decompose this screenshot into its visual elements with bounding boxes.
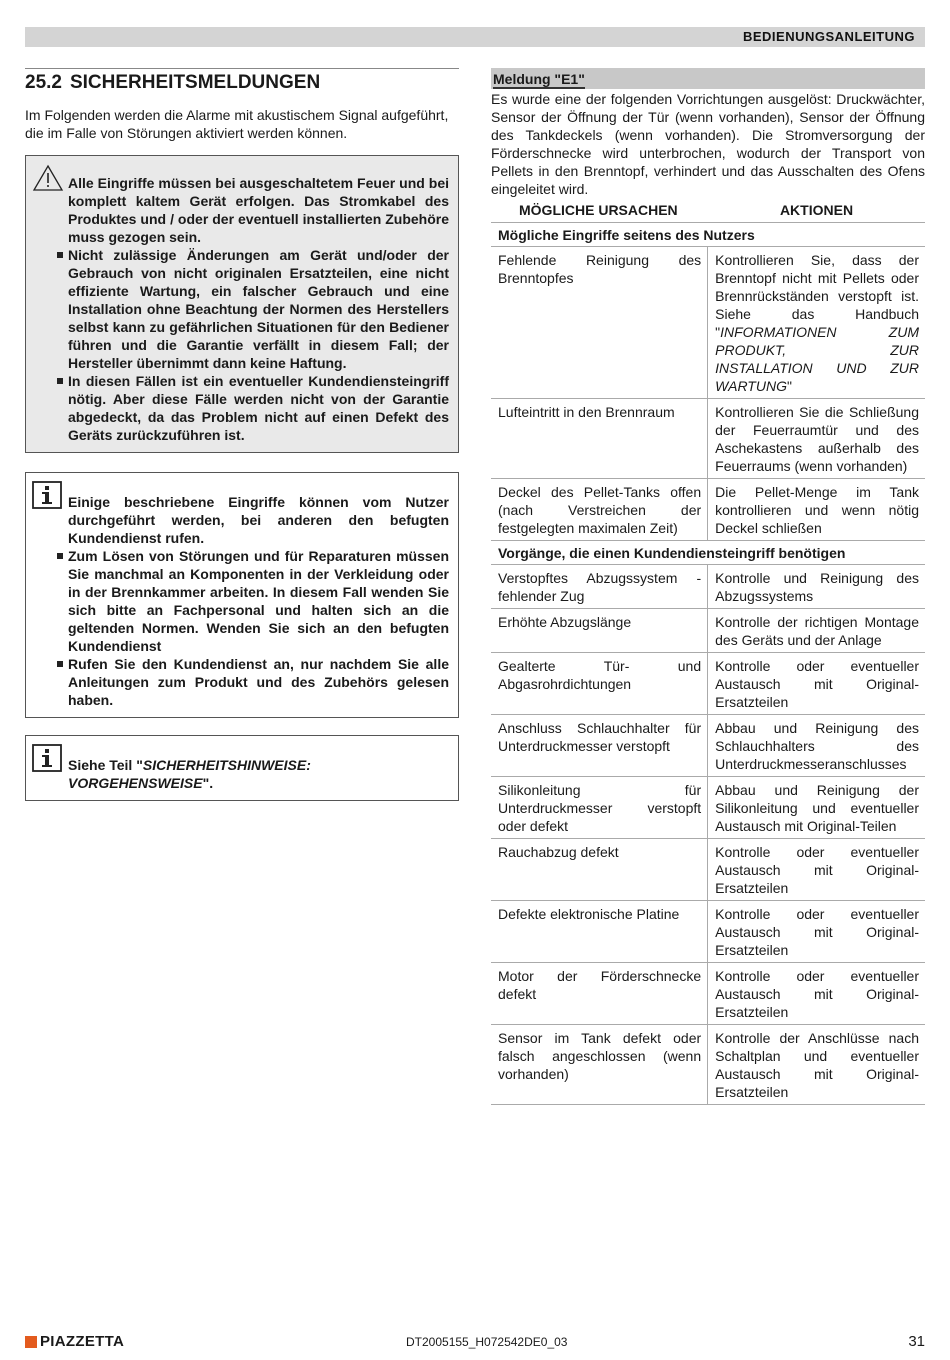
action-cell: Abbau und Reinigung der Silikonleitung und eventueller Austausch mit Original-Teilen <box>708 777 925 839</box>
cause-cell: Verstopftes Abzugssystem - fehlender Zug <box>491 565 708 609</box>
warning-box <box>25 155 459 453</box>
list-item: Alle Eingriffe müssen bei ausgeschaltetem Feuer und bei komplett kaltem Gerät erfolgen. Das Stromkabel des Produktes und / oder der eventuell installierten Zubehöre muss gezogen sein. <box>68 175 449 245</box>
page-number: 31 <box>908 1333 925 1350</box>
cause-cell: Deckel des Pellet-Tanks offen (nach Verstreichen der festgelegten maximalen Zeit) <box>491 479 708 541</box>
table-group-row <box>491 541 925 565</box>
list-item: Nicht zulässige Änderungen am Gerät und/oder der Gebrauch von nicht originalen Ersatzteilen, eine nicht effiziente Wartung, ein falscher Gebrauch und eine Installation ohne Beachtung der Normen des Herstellers selbst kann zu gefährlichen Situationen für den Bediener führen und die Garantie verfällt in diesem Fall; der Hersteller übernimmt dann keine Haftung. <box>68 247 449 371</box>
message-description: Es wurde eine der folgenden Vorrichtungen ausgelöst: Druckwächter, Sensor der Öffnung der Tür (wenn vorhanden), Sensor der Öffnung des Tankdeckels (wenn vorhanden). Die Stromversorgung der Förderschnecke wird unterbrochen, wodurch der Transport von Pellets in den Brenntopf, verhindert und das Ausschalten des Ofens eingeleitet wird. <box>491 91 925 197</box>
reference-link: SICHERHEITSHINWEISE: VORGEHENSWEISE <box>68 757 311 791</box>
brand-logo <box>25 1333 124 1350</box>
table-row <box>491 715 925 777</box>
section-number: 25.2 <box>25 72 62 93</box>
action-cell: Kontrolle der Anschlüsse nach Schaltplan und eventueller Austausch mit Original-Ersatzteilen <box>708 1025 925 1105</box>
piazzetta-logo-icon <box>25 1336 37 1348</box>
table-row <box>491 609 925 653</box>
action-cell: Kontrollieren Sie die Schließung der Feuerraumtür und des Aschekastens außerhalb des Feuerraums (wenn vorhanden) <box>708 399 925 479</box>
list-item: Einige beschriebene Eingriffe können vom Nutzer durchgeführt werden, bei anderen den befugten Kundendienst rufen. <box>68 494 449 546</box>
header-bar <box>25 27 925 47</box>
action-cell: Kontrolle der richtigen Montage des Geräts und der Anlage <box>708 609 925 653</box>
column-actions: AKTIONEN <box>779 202 854 218</box>
right-column <box>491 68 925 1105</box>
info-box <box>25 472 459 718</box>
table-row <box>491 1025 925 1105</box>
brand-name: PIAZZETTA <box>40 1333 125 1350</box>
cause-cell: Anschluss Schlauchhalter für Unterdruckmesser verstopft <box>491 715 708 777</box>
table-row <box>491 777 925 839</box>
section-title <box>25 68 459 94</box>
document-code: DT2005155_H072542DE0_03 <box>406 1335 568 1349</box>
left-column <box>25 68 459 818</box>
action-cell: Kontrolle und Reinigung des Abzugssystems <box>708 565 925 609</box>
cause-cell: Sensor im Tank defekt oder falsch angeschlossen (wenn vorhanden) <box>491 1025 708 1105</box>
table-row <box>491 479 925 541</box>
message-heading: Meldung "E1" <box>491 68 925 89</box>
section-heading: SICHERHEITSMELDUNGEN <box>69 72 321 93</box>
list-item: In diesen Fällen ist ein eventueller Kundendiensteingriff nötig. Aber diese Fälle werden nicht von der Garantie abgedeckt, da das Problem nicht auf einen Defekt des Geräts zurückzuführen ist. <box>68 373 449 443</box>
warning-list <box>34 166 449 444</box>
cause-cell: Motor der Förderschnecke defekt <box>491 963 708 1025</box>
table-row <box>491 565 925 609</box>
list-item: Zum Lösen von Störungen und für Reparaturen müssen Sie manchmal an Komponenten in der Verkleidung oder in der Brennkammer arbeiten. In diesem Fall wenden Sie sich bitte an Fachpersonal und halten sich an die geltenden Normen. Wenden Sie sich an den befugten Kundendienst <box>68 548 449 654</box>
troubleshooting-table <box>491 222 925 1105</box>
cause-cell: Erhöhte Abzugslänge <box>491 609 708 653</box>
table-row <box>491 653 925 715</box>
reference-text: Siehe Teil "SICHERHEITSHINWEISE: VORGEHENSWEISE". <box>68 757 311 791</box>
info-icon <box>32 744 62 776</box>
cause-cell: Rauchabzug defekt <box>491 839 708 901</box>
table-header <box>491 202 925 218</box>
cause-cell: Silikonleitung für Unterdruckmesser verstopft oder defekt <box>491 777 708 839</box>
action-cell: Kontrolle oder eventueller Austausch mit Original-Ersatzteilen <box>708 963 925 1025</box>
cause-cell: Fehlende Reinigung des Brenntopfes <box>491 247 708 399</box>
info-list <box>34 483 449 709</box>
table-row <box>491 839 925 901</box>
list-item: Rufen Sie den Kundendienst an, nur nachdem Sie alle Anleitungen zum Produkt und des Zubehörs gelesen haben. <box>68 656 449 708</box>
header-title: BEDIENUNGSANLEITUNG <box>742 29 915 44</box>
cause-cell: Defekte elektronische Platine <box>491 901 708 963</box>
info-icon <box>32 481 62 513</box>
table-row <box>491 399 925 479</box>
action-cell: Abbau und Reinigung des Schlauchhalters des Unterdruckmesseranschlusses <box>708 715 925 777</box>
cause-cell: Gealterte Tür- und Abgasrohrdichtungen <box>491 653 708 715</box>
group-heading: Mögliche Eingriffe seitens des Nutzers <box>491 223 925 247</box>
column-causes: MÖGLICHE URSACHEN <box>519 202 678 218</box>
action-cell: Die Pellet-Menge im Tank kontrollieren und wenn nötig Deckel schließen <box>708 479 925 541</box>
group-heading: Vorgänge, die einen Kundendiensteingriff benötigen <box>491 541 925 565</box>
table-row <box>491 901 925 963</box>
cause-cell: Lufteintritt in den Brennraum <box>491 399 708 479</box>
warning-triangle-icon <box>32 164 64 196</box>
section-intro: Im Folgenden werden die Alarme mit akustischem Signal aufgeführt, die im Falle von Störungen aktiviert werden können. <box>25 107 449 141</box>
info-box-reference <box>25 735 459 801</box>
table-group-row <box>491 223 925 247</box>
table-row <box>491 963 925 1025</box>
table-row <box>491 247 925 399</box>
action-cell: Kontrollieren Sie, dass der Brenntopf nicht mit Pellets oder Brennrückständen verstopft ist. Siehe das Handbuch "INFORMATIONEN ZUM PRODUKT, ZUR INSTALLATION UND ZUR WARTUNG" <box>708 247 925 399</box>
action-cell: Kontrolle oder eventueller Austausch mit Original-Ersatzteilen <box>708 653 925 715</box>
action-cell: Kontrolle oder eventueller Austausch mit Original-Ersatzteilen <box>708 839 925 901</box>
action-cell: Kontrolle oder eventueller Austausch mit Original-Ersatzteilen <box>708 901 925 963</box>
